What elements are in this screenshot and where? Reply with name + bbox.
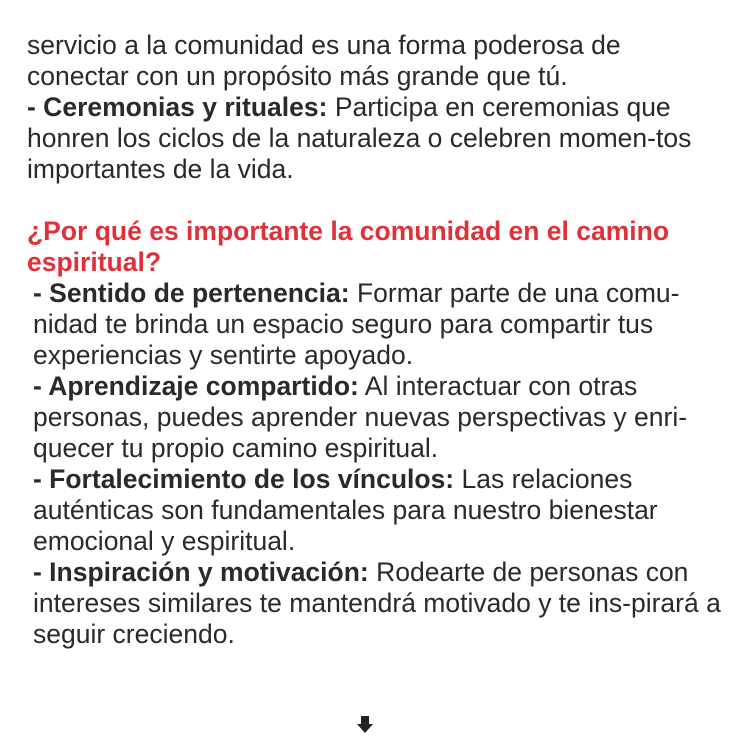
ceremonias-item xyxy=(27,92,727,185)
list-item-pertenencia xyxy=(27,278,727,371)
list-item-aprendizaje xyxy=(27,371,727,464)
list-item-term: - Aprendizaje compartido: xyxy=(33,371,359,401)
arrow-down-icon[interactable] xyxy=(357,716,373,734)
list-item-text: Rodearte de personas con intereses similares te mantendrá motivado y te ins-pirará a seguir creciendo. xyxy=(33,557,721,649)
list-item-term: - Inspiración y motivación: xyxy=(33,557,369,587)
intro-paragraph xyxy=(27,30,727,92)
list-item-inspiracion xyxy=(27,557,727,650)
list-item-vinculos xyxy=(27,464,727,557)
spacer xyxy=(27,185,727,216)
ceremonias-term: - Ceremonias y rituales: xyxy=(27,92,328,122)
arrow-down-icon-svg xyxy=(357,716,373,734)
document-page xyxy=(27,30,727,650)
list-item-term: - Fortalecimiento de los vínculos: xyxy=(33,464,455,494)
intro-text: servicio a la comunidad es una forma poderosa de conectar con un propósito más grande que tú. xyxy=(27,30,621,91)
list-item-term: - Sentido de pertenencia: xyxy=(33,278,350,308)
list-item-text: Formar parte de una comu-nidad te brinda un espacio seguro para compartir tus experiencias y sentirte apoyado. xyxy=(33,278,680,370)
list-item-text: Al interactuar con otras personas, puedes aprender nuevas perspectivas y enri-quecer tu propio camino espiritual. xyxy=(33,371,688,463)
ceremonias-text: Participa en ceremonias que honren los ciclos de la naturaleza o celebren momen-tos importantes de la vida. xyxy=(27,92,692,184)
section-heading: ¿Por qué es importante la comunidad en el camino espiritual? xyxy=(27,216,670,277)
list-item-text: Las relaciones auténticas son fundamentales para nuestro bienestar emocional y espiritual. xyxy=(33,464,658,556)
